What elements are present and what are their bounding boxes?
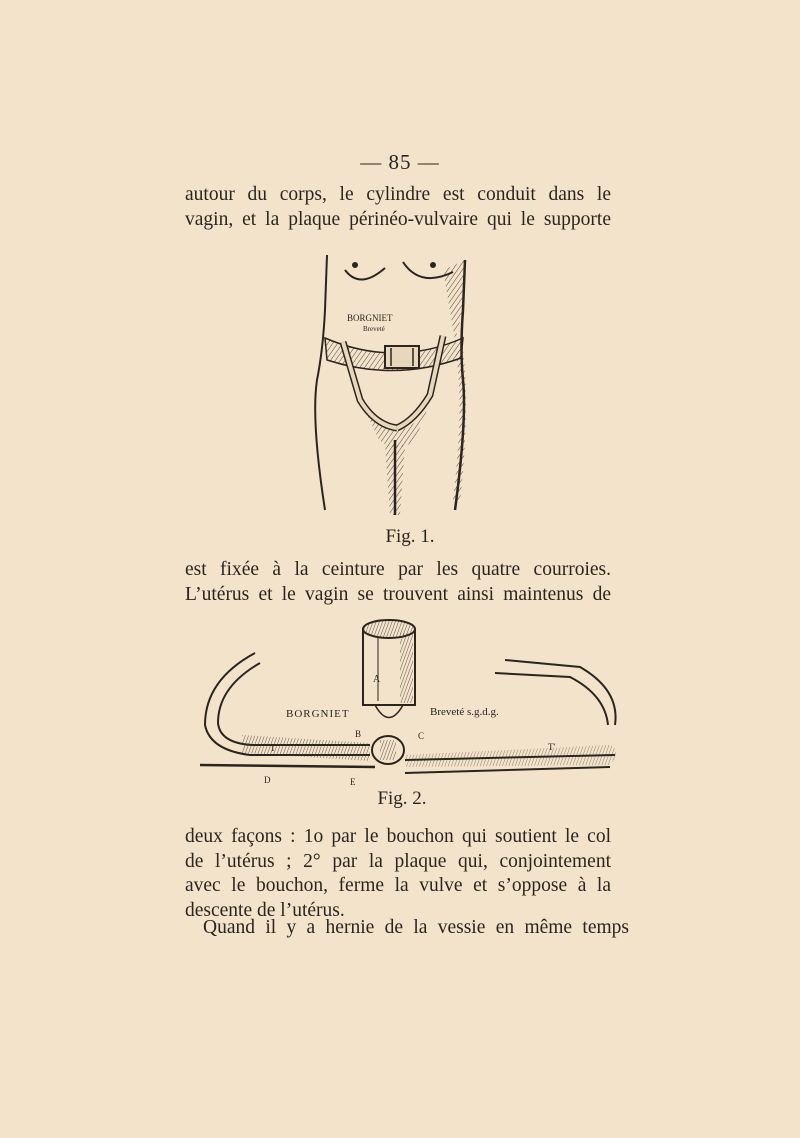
- figure-2-patent-label: Breveté s.g.d.g.: [430, 706, 499, 718]
- figure-2-letter: T: [270, 743, 276, 753]
- text-line: de l’utérus ; 2° par la plaque qui, conjointement: [185, 850, 611, 872]
- text-line: descente de l’utérus.: [185, 899, 345, 921]
- figure-1-illustration: [305, 250, 475, 520]
- figure-2-letter: D: [264, 775, 271, 785]
- figure-2-letter: T': [548, 742, 556, 752]
- paragraph-4: [185, 916, 629, 941]
- figure-2-brand-label: BORGNIET: [286, 708, 350, 720]
- text-line: deux façons : 1o par le bouchon qui soutient le col: [185, 826, 611, 847]
- figure-2-letter: E: [350, 777, 356, 787]
- paragraph-3: [185, 825, 611, 923]
- text-line: vagin, et la plaque périnéo-vulvaire qui le supporte: [185, 208, 611, 230]
- figure-2-caption: Fig. 2.: [377, 788, 427, 809]
- figure-2-illustration: [190, 615, 630, 787]
- page-number: — 85 —: [360, 150, 440, 174]
- paragraph-2: [185, 558, 611, 607]
- figure-1-caption: Fig. 1.: [385, 526, 435, 547]
- figure-2-letter: B: [355, 729, 362, 739]
- figure-1-patent-label: Breveté: [363, 325, 385, 333]
- figure-2-letter: A: [373, 674, 381, 685]
- paragraph-1: [185, 183, 611, 232]
- text-line: Quand il y a hernie de la vessie en même temps: [203, 917, 629, 938]
- figure-2-letter: C: [418, 731, 425, 741]
- text-line: avec le bouchon, ferme la vulve et s’oppose à la: [185, 875, 611, 896]
- text-line: L’utérus et le vagin se trouvent ainsi maintenus de: [185, 583, 611, 605]
- text-line: autour du corps, le cylindre est conduit dans le: [185, 184, 611, 205]
- text-line: est fixée à la ceinture par les quatre courroies.: [185, 559, 611, 580]
- figure-1-brand-label: BORGNIET: [347, 313, 393, 323]
